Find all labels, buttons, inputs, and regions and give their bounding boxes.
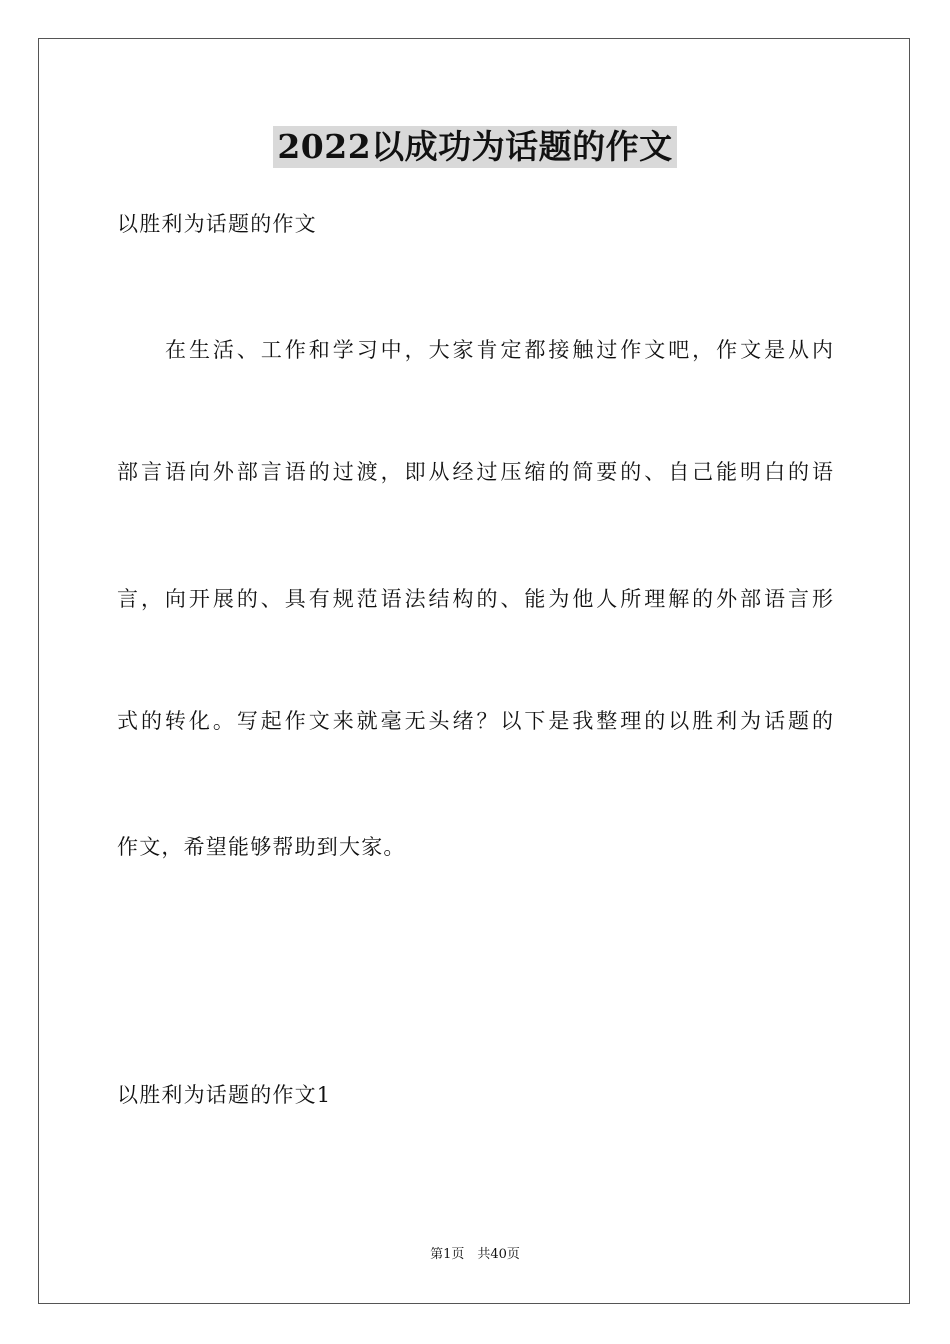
paragraph-line: 在生活、工作和学习中，大家肯定都接触过作文吧，作文是从内 — [165, 338, 833, 362]
paragraph-line: 作文，希望能够帮助到大家。 — [117, 835, 406, 859]
paragraph-line: 式的转化。写起作文来就毫无头绪？以下是我整理的以胜利为话题的 — [117, 709, 833, 733]
document-title: 2022以成功为话题的作文 — [273, 126, 676, 168]
section-heading: 以胜利为话题的作文1 — [117, 1083, 332, 1107]
document-subtitle: 以胜利为话题的作文 — [117, 212, 317, 236]
title-container — [0, 126, 950, 168]
paragraph-line: 部言语向外部言语的过渡，即从经过压缩的简要的、自己能明白的语 — [117, 460, 833, 484]
paragraph-line: 言，向开展的、具有规范语法结构的、能为他人所理解的外部语言形 — [117, 587, 833, 611]
page-number-footer: 第1页 共40页 — [430, 1247, 520, 1262]
